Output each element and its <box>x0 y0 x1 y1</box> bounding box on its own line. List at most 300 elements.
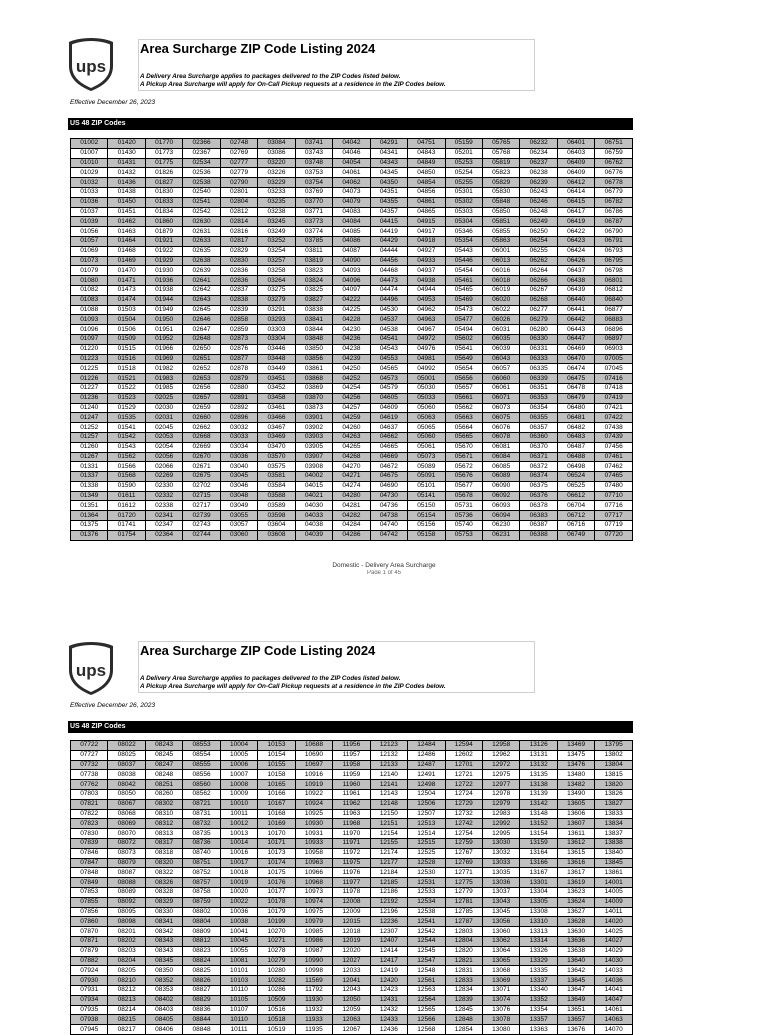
zip-cell: 07465 <box>595 472 633 482</box>
zip-cell: 08330 <box>145 907 182 917</box>
zip-cell: 06280 <box>520 325 557 335</box>
zip-cell: 01097 <box>71 334 108 344</box>
zip-cell: 01982 <box>145 364 182 374</box>
zip-cell: 08809 <box>183 927 220 937</box>
zip-cell: 06255 <box>520 246 557 256</box>
zip-cell: 05753 <box>445 530 482 540</box>
zip-cell: 04265 <box>333 442 370 452</box>
zip-cell: 02675 <box>183 472 220 482</box>
zip-cell: 01375 <box>71 521 108 531</box>
zip-cell: 12803 <box>445 927 482 937</box>
zip-cell: 05661 <box>445 393 482 403</box>
zip-cell: 01952 <box>145 334 182 344</box>
zip-cell: 04236 <box>333 334 370 344</box>
zip-cell: 05765 <box>482 139 519 149</box>
zip-cell: 10019 <box>220 878 257 888</box>
zip-cell: 13138 <box>520 780 557 790</box>
zip-cell: 03581 <box>258 472 295 482</box>
zip-cell: 05671 <box>445 452 482 462</box>
zip-cell: 05060 <box>408 432 445 442</box>
zip-cell: 04079 <box>333 197 370 207</box>
zip-cell: 14009 <box>595 897 633 907</box>
zip-cell: 12027 <box>333 956 370 966</box>
zip-cell: 07419 <box>595 393 633 403</box>
zip-cell: 12542 <box>408 927 445 937</box>
zip-cell: 06331 <box>520 344 557 354</box>
zip-cell: 03229 <box>258 178 295 188</box>
zip-cell: 14005 <box>595 887 633 897</box>
zip-cell: 02668 <box>183 432 220 442</box>
zip-cell: 10007 <box>220 770 257 780</box>
zip-cell: 01566 <box>108 462 145 472</box>
zip-cell: 04230 <box>333 325 370 335</box>
zip-cell: 06791 <box>595 236 633 246</box>
zip-cell: 06073 <box>482 403 519 413</box>
zip-cell: 06883 <box>595 315 633 325</box>
zip-cell: 05101 <box>408 481 445 491</box>
zip-cell: 06779 <box>595 187 633 197</box>
zip-cell: 05848 <box>482 197 519 207</box>
zip-cell: 05443 <box>445 246 482 256</box>
zip-cell: 10036 <box>220 907 257 917</box>
zip-cell: 06333 <box>520 354 557 364</box>
zip-cell: 08204 <box>108 956 145 966</box>
zip-cell: 03452 <box>258 383 295 393</box>
zip-cell: 06076 <box>482 423 519 433</box>
zip-cell: 08731 <box>183 809 220 819</box>
zip-cell: 12821 <box>445 956 482 966</box>
zip-cell: 08092 <box>108 897 145 907</box>
zip-cell: 12525 <box>408 848 445 858</box>
zip-cell: 03870 <box>295 393 332 403</box>
zip-cell: 12854 <box>445 1025 482 1035</box>
zip-cell: 03588 <box>258 491 295 501</box>
zip-cell: 12487 <box>408 760 445 770</box>
zip-cell: 02647 <box>183 325 220 335</box>
zip-cell: 06498 <box>557 462 594 472</box>
table-row <box>71 187 633 197</box>
zip-cell: 01754 <box>108 530 145 540</box>
zip-cell: 13475 <box>557 750 594 760</box>
zip-cell: 01879 <box>145 227 182 237</box>
zip-cell: 01331 <box>71 462 108 472</box>
zip-cell: 04963 <box>408 315 445 325</box>
table-row <box>71 168 633 178</box>
zip-cell: 07847 <box>71 858 108 868</box>
zip-cell: 02817 <box>220 236 257 246</box>
zip-cell: 01543 <box>108 442 145 452</box>
table-row <box>71 780 633 790</box>
table-row <box>71 530 633 540</box>
zip-cell: 13036 <box>482 878 519 888</box>
svg-text:ups: ups <box>75 661 107 680</box>
zip-cell: 08553 <box>183 741 220 751</box>
zip-cell: 10179 <box>258 907 295 917</box>
zip-cell: 12820 <box>445 946 482 956</box>
zip-cell: 06084 <box>482 452 519 462</box>
zip-cell: 11957 <box>333 750 370 760</box>
zip-cell: 04097 <box>333 285 370 295</box>
zip-cell: 06479 <box>557 393 594 403</box>
zip-cell: 01773 <box>145 148 182 158</box>
zip-cell: 06409 <box>557 168 594 178</box>
zip-cell: 12545 <box>408 946 445 956</box>
zip-cell: 01039 <box>71 217 108 227</box>
zip-cell: 01474 <box>108 295 145 305</box>
zip-cell: 08213 <box>108 995 145 1005</box>
zip-cell: 14063 <box>595 1015 633 1025</box>
zip-cell: 12834 <box>445 985 482 995</box>
zip-cell: 08089 <box>108 887 145 897</box>
zip-cell: 12724 <box>445 789 482 799</box>
zip-cell: 12148 <box>370 799 407 809</box>
zip-cell: 04062 <box>333 178 370 188</box>
zip-cell: 01464 <box>108 236 145 246</box>
zip-cell: 10004 <box>220 741 257 751</box>
zip-cell: 05253 <box>445 158 482 168</box>
zip-cell: 01079 <box>71 266 108 276</box>
zip-cell: 14030 <box>595 956 633 966</box>
zip-cell: 13826 <box>595 789 633 799</box>
zip-cell: 13630 <box>557 927 594 937</box>
zip-cell: 12236 <box>370 917 407 927</box>
zip-cell: 07439 <box>595 432 633 442</box>
zip-cell: 02643 <box>183 295 220 305</box>
zip-cell: 01247 <box>71 413 108 423</box>
zip-cell: 01506 <box>108 325 145 335</box>
zip-cell: 01002 <box>71 139 108 149</box>
zip-cell: 07871 <box>71 936 108 946</box>
zip-cell: 13645 <box>557 976 594 986</box>
zip-cell: 13056 <box>482 917 519 927</box>
zip-cell: 08203 <box>108 946 145 956</box>
zip-cell: 08353 <box>145 985 182 995</box>
zip-cell: 06801 <box>595 276 633 286</box>
zip-cell: 05354 <box>445 236 482 246</box>
zip-cell: 01337 <box>71 472 108 482</box>
zip-cell: 06812 <box>595 285 633 295</box>
zip-cell: 13617 <box>557 868 594 878</box>
zip-cell: 13074 <box>482 995 519 1005</box>
zip-cell: 05001 <box>408 374 445 384</box>
zip-cell: 12155 <box>370 838 407 848</box>
zip-cell: 11968 <box>333 819 370 829</box>
zip-cell: 06438 <box>557 276 594 286</box>
zip-cell: 06090 <box>482 481 519 491</box>
zip-cell: 08214 <box>108 1005 145 1015</box>
zip-cell: 11956 <box>333 741 370 751</box>
zip-cell: 03466 <box>258 413 295 423</box>
zip-cell: 06018 <box>482 276 519 286</box>
zip-cell: 08247 <box>145 760 182 770</box>
zip-cell: 12958 <box>482 741 519 751</box>
zip-cell: 08025 <box>108 750 145 760</box>
zip-cell: 04543 <box>370 344 407 354</box>
zip-cell: 04271 <box>333 472 370 482</box>
zip-cell: 06353 <box>520 393 557 403</box>
zip-cell: 03448 <box>258 354 295 364</box>
zip-cell: 04030 <box>295 501 332 511</box>
zip-cell: 03084 <box>258 139 295 149</box>
zip-cell: 01834 <box>145 207 182 217</box>
table-row <box>71 887 633 897</box>
zip-cell: 10933 <box>295 838 332 848</box>
zip-cell: 05731 <box>445 501 482 511</box>
zip-cell: 04021 <box>295 491 332 501</box>
zip-cell: 13329 <box>520 956 557 966</box>
zip-cell: 04090 <box>333 256 370 266</box>
table-row <box>71 770 633 780</box>
zip-cell: 08038 <box>108 770 145 780</box>
zip-cell: 10931 <box>295 829 332 839</box>
zip-cell: 01770 <box>145 139 182 149</box>
zip-cell: 02540 <box>183 187 220 197</box>
zip-cell: 06268 <box>520 295 557 305</box>
zip-cell: 12504 <box>408 789 445 799</box>
table-row <box>71 789 633 799</box>
zip-cell: 03220 <box>258 158 295 168</box>
zip-cell: 04915 <box>408 217 445 227</box>
zip-cell: 05154 <box>408 511 445 521</box>
zip-cell: 01921 <box>145 236 182 246</box>
zip-cell: 10005 <box>220 750 257 760</box>
zip-cell: 02878 <box>220 364 257 374</box>
zip-cell: 03252 <box>258 236 295 246</box>
zip-cell: 02717 <box>183 501 220 511</box>
zip-cell: 13035 <box>482 868 519 878</box>
zip-cell: 03827 <box>295 295 332 305</box>
zip-cell: 04002 <box>295 472 332 482</box>
zip-cell: 03748 <box>295 158 332 168</box>
zip-cell: 13619 <box>557 878 594 888</box>
zip-cell: 13642 <box>557 966 594 976</box>
zip-cell: 01830 <box>145 187 182 197</box>
zip-cell: 11970 <box>333 829 370 839</box>
zip-cell: 12506 <box>408 799 445 809</box>
zip-cell: 01471 <box>108 276 145 286</box>
zip-cell: 03850 <box>295 344 332 354</box>
zip-cell: 12196 <box>370 907 407 917</box>
zip-cell: 06250 <box>520 227 557 237</box>
zip-cell: 02748 <box>220 139 257 149</box>
zip-cell: 02053 <box>145 432 182 442</box>
table-row <box>71 403 633 413</box>
zip-cell: 05649 <box>445 354 482 364</box>
zip-cell: 13840 <box>595 848 633 858</box>
zip-cell: 02801 <box>220 187 257 197</box>
zip-cell: 06231 <box>482 530 519 540</box>
zip-cell: 11978 <box>333 887 370 897</box>
zip-cell: 02839 <box>220 305 257 315</box>
zip-cell: 01260 <box>71 442 108 452</box>
zip-cell: 01036 <box>71 197 108 207</box>
zip-cell: 08826 <box>183 976 220 986</box>
zip-cell: 10110 <box>220 1015 257 1025</box>
zip-cell: 13164 <box>520 848 557 858</box>
zip-cell: 04473 <box>370 276 407 286</box>
zip-cell: 04976 <box>408 344 445 354</box>
zip-cell: 01432 <box>108 168 145 178</box>
zip-cell: 01949 <box>145 305 182 315</box>
zip-cell: 06417 <box>557 207 594 217</box>
zip-code-table <box>70 740 633 1035</box>
zip-cell: 12787 <box>445 917 482 927</box>
zip-cell: 03057 <box>220 521 257 531</box>
zip-cell: 02892 <box>220 403 257 413</box>
zip-cell: 02650 <box>183 344 220 354</box>
zip-cell: 02779 <box>220 168 257 178</box>
zip-cell: 08341 <box>145 917 182 927</box>
zip-cell: 08759 <box>183 897 220 907</box>
zip-cell: 08823 <box>183 946 220 956</box>
zip-cell: 13624 <box>557 897 594 907</box>
zip-cell: 06085 <box>482 462 519 472</box>
zip-cell: 06057 <box>482 364 519 374</box>
zip-cell: 01504 <box>108 315 145 325</box>
zip-cell: 12979 <box>482 799 519 809</box>
zip-cell: 10985 <box>295 927 332 937</box>
zip-cell: 03257 <box>258 256 295 266</box>
table-row <box>71 521 633 531</box>
zip-cell: 08555 <box>183 760 220 770</box>
zip-cell: 13607 <box>557 819 594 829</box>
zip-cell: 05823 <box>482 168 519 178</box>
zip-cell: 03902 <box>295 423 332 433</box>
zip-cell: 12564 <box>408 995 445 1005</box>
zip-cell: 03048 <box>220 491 257 501</box>
zip-cell: 02830 <box>220 256 257 266</box>
zip-cell: 06877 <box>595 305 633 315</box>
table-row <box>71 148 633 158</box>
zip-cell: 12848 <box>445 1015 482 1025</box>
zip-cell: 02896 <box>220 413 257 423</box>
zip-cell: 06078 <box>482 432 519 442</box>
table-row <box>71 501 633 511</box>
zip-cell: 04850 <box>408 168 445 178</box>
zip-cell: 10158 <box>258 770 295 780</box>
zip-cell: 04537 <box>370 315 407 325</box>
zip-cell: 06031 <box>482 325 519 335</box>
zip-cell: 03838 <box>295 305 332 315</box>
zip-cell: 04341 <box>370 148 407 158</box>
zip-cell: 02671 <box>183 462 220 472</box>
zip-cell: 08560 <box>183 780 220 790</box>
zip-cell: 08740 <box>183 848 220 858</box>
zip-cell: 12992 <box>482 819 519 829</box>
zip-cell: 02662 <box>183 423 220 433</box>
zip-cell: 08037 <box>108 760 145 770</box>
zip-cell: 08243 <box>145 741 182 751</box>
zip-cell: 01930 <box>145 266 182 276</box>
table-row <box>71 868 633 878</box>
zip-cell: 04343 <box>370 158 407 168</box>
zip-cell: 06488 <box>557 452 594 462</box>
zip-cell: 12563 <box>408 985 445 995</box>
zip-cell: 04054 <box>333 158 370 168</box>
svg-text:ups: ups <box>75 57 107 76</box>
zip-cell: 10038 <box>220 917 257 927</box>
zip-cell: 12538 <box>408 907 445 917</box>
zip-cell: 06412 <box>557 178 594 188</box>
zip-cell: 01985 <box>145 383 182 393</box>
zip-cell: 13352 <box>520 995 557 1005</box>
zip-cell: 04096 <box>333 276 370 286</box>
zip-cell: 05030 <box>408 383 445 393</box>
zip-cell: 05829 <box>482 178 519 188</box>
zip-cell: 12184 <box>370 868 407 878</box>
zip-cell: 10014 <box>220 838 257 848</box>
zip-cell: 07945 <box>71 1025 108 1035</box>
zip-cell: 04038 <box>295 521 332 531</box>
zip-cell: 13065 <box>482 956 519 966</box>
zip-cell: 07717 <box>595 511 633 521</box>
zip-cell: 02837 <box>220 285 257 295</box>
zip-cell: 08322 <box>145 868 182 878</box>
zip-cell: 01541 <box>108 423 145 433</box>
zip-cell: 10518 <box>258 1015 295 1025</box>
table-row <box>71 266 633 276</box>
zip-cell: 13833 <box>595 809 633 819</box>
zip-cell: 10010 <box>220 799 257 809</box>
zip-cell: 10013 <box>220 829 257 839</box>
zip-cell: 08554 <box>183 750 220 760</box>
zip-cell: 05201 <box>445 148 482 158</box>
zip-cell: 06524 <box>557 472 594 482</box>
zip-cell: 04093 <box>333 266 370 276</box>
zip-cell: 10271 <box>258 936 295 946</box>
zip-cell: 13623 <box>557 887 594 897</box>
zip-cell: 13615 <box>557 848 594 858</box>
zip-cell: 04672 <box>370 462 407 472</box>
zip-cell: 01010 <box>71 158 108 168</box>
zip-cell: 04350 <box>370 178 407 188</box>
zip-cell: 13078 <box>482 1015 519 1025</box>
zip-cell: 05063 <box>408 413 445 423</box>
zip-cell: 02812 <box>220 207 257 217</box>
zip-cell: 03769 <box>295 187 332 197</box>
zip-cell: 10922 <box>295 789 332 799</box>
table-row <box>71 334 633 344</box>
zip-cell: 10107 <box>220 1005 257 1015</box>
zip-cell: 04281 <box>333 501 370 511</box>
zip-cell: 03868 <box>295 374 332 384</box>
zip-cell: 13640 <box>557 956 594 966</box>
zip-cell: 05446 <box>445 256 482 266</box>
table-row <box>71 227 633 237</box>
zip-cell: 01462 <box>108 217 145 227</box>
table-row <box>71 838 633 848</box>
zip-cell: 06039 <box>482 344 519 354</box>
zip-cell: 01225 <box>71 364 108 374</box>
table-row <box>71 393 633 403</box>
zip-cell: 05089 <box>408 462 445 472</box>
zip-cell: 05672 <box>445 462 482 472</box>
table-row <box>71 799 633 809</box>
zip-cell: 03754 <box>295 178 332 188</box>
zip-cell: 08736 <box>183 838 220 848</box>
zip-cell: 04637 <box>370 423 407 433</box>
zip-cell: 12701 <box>445 760 482 770</box>
zip-cell: 06525 <box>557 481 594 491</box>
zip-cell: 06483 <box>557 432 594 442</box>
zip-cell: 04083 <box>333 207 370 217</box>
zip-cell: 12831 <box>445 966 482 976</box>
zip-cell: 12804 <box>445 936 482 946</box>
zip-cell: 12050 <box>333 995 370 1005</box>
zip-cell: 13159 <box>520 838 557 848</box>
delivery-surcharge-note: A Delivery Area Surcharge applies to packages delivered to the ZIP Codes listed below. <box>140 675 401 682</box>
zip-cell: 02631 <box>183 227 220 237</box>
